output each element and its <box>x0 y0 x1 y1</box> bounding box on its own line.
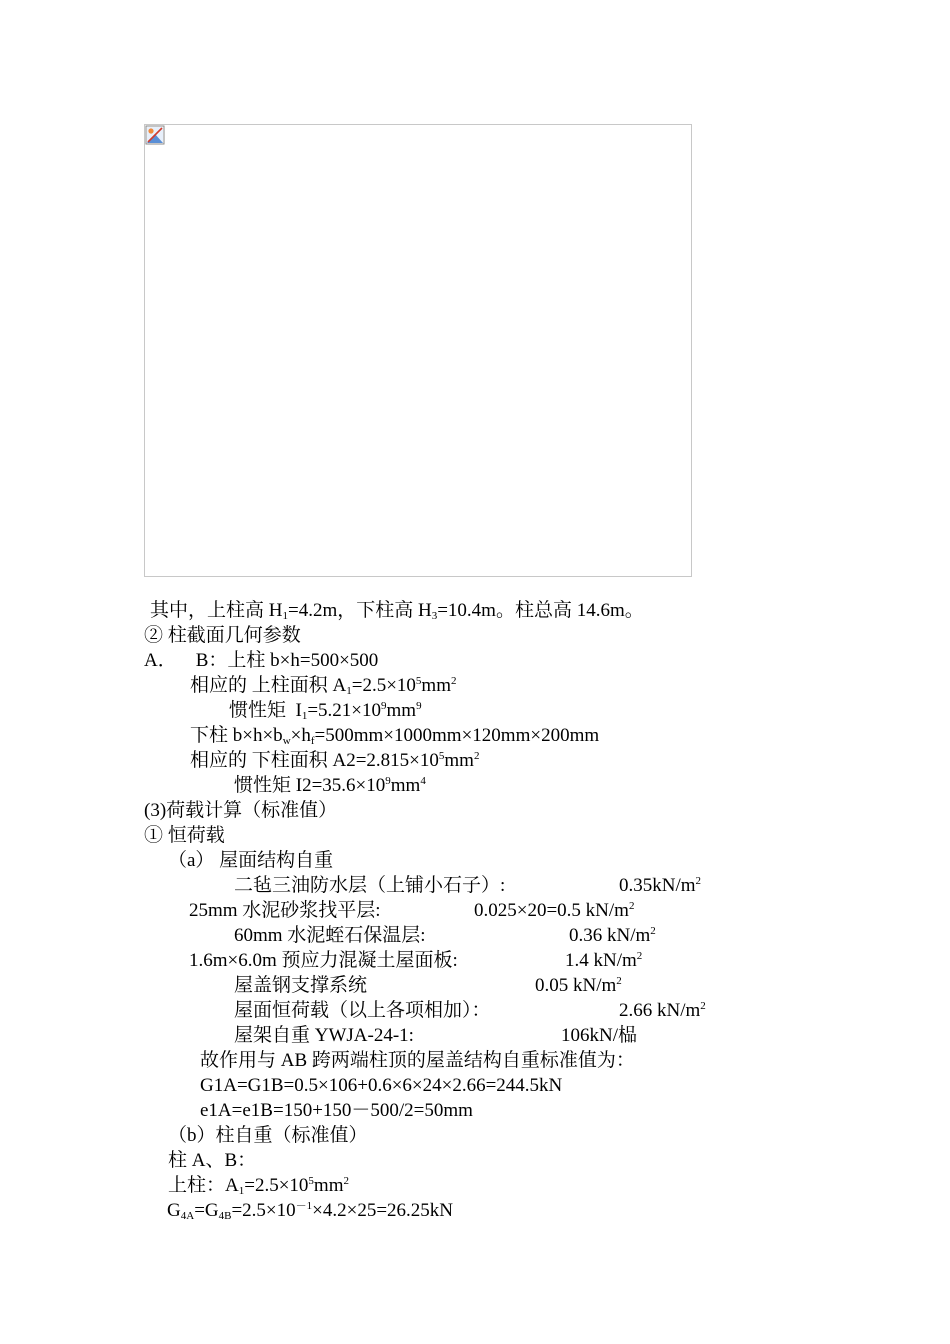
text: mm <box>421 675 451 696</box>
text: ×4.2×25=26.25kN <box>312 1200 454 1221</box>
roof-panel-value <box>565 948 642 973</box>
figure-placeholder <box>144 124 692 577</box>
superscript: 2 <box>700 1000 706 1012</box>
truss-weight-label: 屋架自重 YWJA-24-1: <box>234 1025 414 1046</box>
steel-bracing-label: 屋盖钢支撑系统 <box>234 975 368 996</box>
text: mm <box>313 1175 344 1196</box>
text: =2.5×10 <box>351 675 416 696</box>
roof-panel-label: 1.6m×6.0m 预应力混凝土屋面板: <box>189 950 458 971</box>
superscript: 5 <box>415 675 422 687</box>
superscript: 2 <box>450 675 457 687</box>
superscript: 2 <box>473 750 480 762</box>
lower-inertia-line <box>234 773 426 798</box>
dead-load-heading: ① 恒荷载 <box>144 825 225 846</box>
superscript: －1 <box>295 1200 313 1212</box>
text: mm <box>390 775 421 796</box>
text: =2.5×10 <box>231 1200 296 1221</box>
waterproof-layer-value <box>619 873 701 898</box>
superscript: 4 <box>420 775 426 787</box>
mortar-layer-label: 25mm 水泥砂浆找平层: <box>189 900 381 921</box>
g4-formula <box>167 1198 453 1223</box>
text: 0.025×20=0.5 kN/m <box>474 900 629 921</box>
text: 惯性矩 I <box>229 700 302 721</box>
text: 0.35kN/m <box>619 875 696 896</box>
subscript: 4B <box>218 1210 232 1222</box>
text: =2.5×10 <box>244 1175 309 1196</box>
text: G <box>167 1200 181 1221</box>
insulation-layer-label: 60mm 水泥蛭石保温层: <box>234 925 426 946</box>
text: =G <box>194 1200 219 1221</box>
superscript: 5 <box>308 1175 314 1187</box>
superscript: 2 <box>650 925 656 937</box>
e1-formula: e1A=e1B=150+150－500/2=50mm <box>200 1100 473 1121</box>
section-heading: ② 柱截面几何参数 <box>144 625 301 646</box>
subscript: 1 <box>282 610 288 622</box>
superscript: 5 <box>438 750 445 762</box>
text: 2.66 kN/m <box>619 1000 701 1021</box>
insulation-layer-value <box>569 923 656 948</box>
superscript: 2 <box>616 975 622 987</box>
subscript: 1 <box>346 685 352 697</box>
roof-weight-heading: （a） 屋面结构自重 <box>168 850 334 871</box>
subscript: f <box>310 735 315 747</box>
text: mm <box>444 750 474 771</box>
superscript: 9 <box>385 775 391 787</box>
upper-column-area <box>168 1173 349 1198</box>
subscript: 3 <box>431 610 438 622</box>
superscript: 2 <box>636 950 643 962</box>
lower-column-line <box>190 723 599 748</box>
superscript: 2 <box>628 900 635 912</box>
text: 其中，上柱高 H <box>150 600 283 621</box>
text: 惯性矩 I2=35.6×10 <box>234 775 386 796</box>
subscript: 1 <box>238 1185 245 1197</box>
waterproof-layer-label: 二毡三油防水层（上铺小石子）: <box>234 875 506 896</box>
column-ab-label: 柱 A、B： <box>168 1150 257 1171</box>
lower-area-line <box>190 748 479 773</box>
superscript: 2 <box>343 1175 349 1187</box>
superscript: 9 <box>416 700 422 712</box>
text: 0.05 kN/m <box>535 975 617 996</box>
truss-weight-value: 106kN/榀 <box>561 1025 638 1046</box>
upper-inertia-line <box>229 698 422 723</box>
superscript: 9 <box>381 700 387 712</box>
g1-formula: G1A=G1B=0.5×106+0.6×6×24×2.66=244.5kN <box>200 1075 563 1096</box>
subscript: 1 <box>301 710 308 722</box>
text: ×h <box>290 725 311 746</box>
upper-column-line: A． B：上柱 b×h=500×500 <box>144 650 379 671</box>
text: 0.36 kN/m <box>569 925 651 946</box>
load-calc-heading: (3)荷载计算（标准值） <box>144 800 338 821</box>
subscript: 4A <box>180 1210 195 1222</box>
roof-dead-load-value <box>619 998 706 1023</box>
text: 下柱 b×h×b <box>190 725 283 746</box>
column-height-line <box>150 598 644 623</box>
text: 相应的 下柱面积 A2=2.815×10 <box>190 750 439 771</box>
text: 相应的 上柱面积 A <box>190 675 347 696</box>
text: 上柱：A <box>168 1175 239 1196</box>
text: 1.4 kN/m <box>565 950 637 971</box>
mortar-layer-value <box>474 898 634 923</box>
roof-dead-load-label: 屋面恒荷载（以上各项相加）： <box>234 1000 491 1021</box>
superscript: 2 <box>695 875 702 887</box>
text: mm <box>386 700 417 721</box>
roof-load-summary: 故作用与 AB 跨两端柱顶的屋盖结构自重标准值为： <box>200 1050 635 1071</box>
text: =10.4m。柱总高 14.6m。 <box>437 600 644 621</box>
broken-image-icon <box>145 125 165 145</box>
subscript: w <box>282 735 291 747</box>
text: =4.2m，下柱高 H <box>287 600 432 621</box>
column-weight-heading: （b）柱自重（标准值） <box>168 1125 368 1146</box>
text: =500mm×1000mm×120mm×200mm <box>314 725 600 746</box>
text: =5.21×10 <box>307 700 382 721</box>
upper-area-line <box>190 673 456 698</box>
steel-bracing-value <box>535 973 622 998</box>
